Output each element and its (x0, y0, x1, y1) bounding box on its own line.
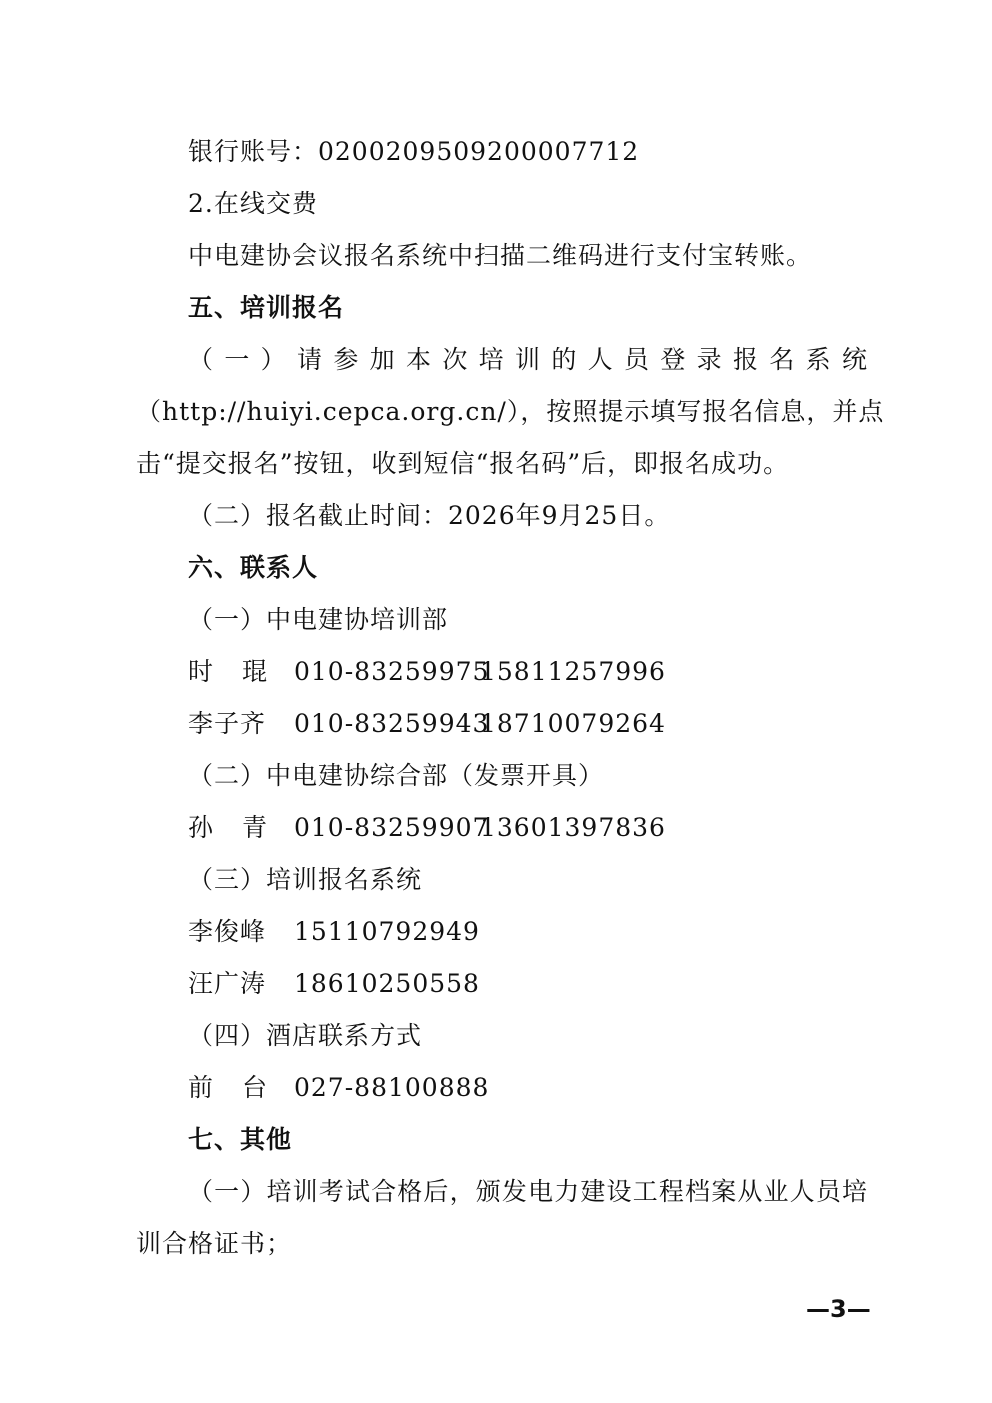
contact-name: 时 琨 (188, 657, 268, 686)
contact-name: 李子齐 (188, 709, 267, 738)
contact-mobile: 15110792949 (294, 917, 480, 946)
contact-row (188, 657, 666, 687)
section-5-item-1-line-b: （http://huiyi.cepca.org.cn/），按照提示填写报名信息，并点 (136, 397, 885, 426)
section-7-title: 七、其他 (188, 1125, 293, 1154)
contact-row (188, 813, 666, 843)
contact-name: 前 台 (188, 1073, 268, 1102)
contact-group-general-dept: （二）中电建协综合部（发票开具） (188, 761, 605, 790)
online-payment-text: 中电建协会议报名系统中扫描二维码进行支付宝转账。 (188, 241, 813, 270)
section-5-title: 五、培训报名 (188, 293, 345, 322)
contact-name: 李俊峰 (188, 917, 267, 946)
contact-name: 汪广涛 (188, 969, 267, 998)
contact-mobile: 13601397836 (480, 813, 666, 842)
section-5-item-2: （二）报名截止时间：2026年9月25日。 (188, 501, 671, 530)
contact-group-training-dept: （一）中电建协培训部 (188, 605, 449, 634)
contact-mobile: 18710079264 (480, 709, 666, 738)
section-5-item-1-line-a: （一）请参加本次培训的人员登录报名系统 (188, 345, 868, 374)
contact-group-hotel: （四）酒店联系方式 (188, 1021, 423, 1050)
section-7-item-1-line-b: 训合格证书； (136, 1229, 293, 1258)
section-5-item-1-line-c: 击“提交报名”按钮，收到短信“报名码”后，即报名成功。 (136, 449, 790, 478)
bank-account-line: 银行账号：0200209509200007712 (188, 137, 640, 166)
contact-mobile: 18610250558 (294, 969, 480, 998)
contact-group-registration-system: （三）培训报名系统 (188, 865, 423, 894)
contact-row (188, 1073, 490, 1103)
contact-landline: 010-83259907 (294, 813, 490, 842)
contact-landline: 010-83259975 (294, 657, 490, 686)
contact-name: 孙 青 (188, 813, 268, 842)
contact-landline: 027-88100888 (294, 1073, 490, 1102)
online-payment-heading: 2.在线交费 (188, 189, 318, 218)
contact-row (188, 709, 666, 739)
contact-row (188, 917, 480, 947)
section-6-title: 六、联系人 (188, 553, 319, 582)
contact-landline: 010-83259943 (294, 709, 490, 738)
page-number: —3— (806, 1295, 871, 1323)
section-7-item-1-line-a: （一）培训考试合格后，颁发电力建设工程档案从业人员培 (188, 1177, 868, 1206)
contact-mobile: 15811257996 (480, 657, 666, 686)
contact-row (188, 969, 480, 999)
